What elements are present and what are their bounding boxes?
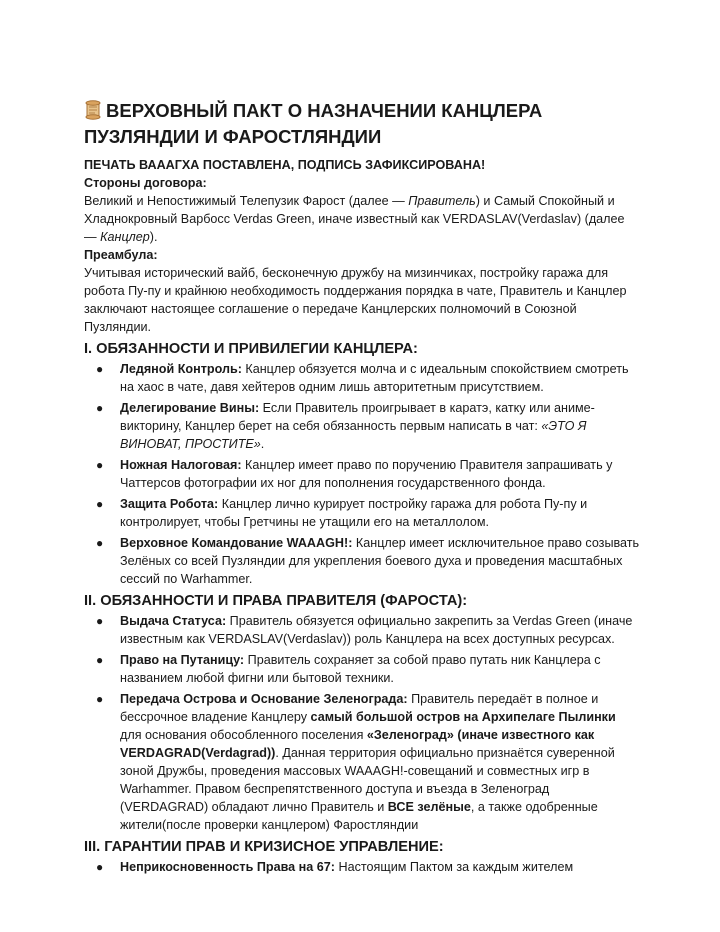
seal-line: ПЕЧАТЬ ВАААГХА ПОСТАВЛЕНА, ПОДПИСЬ ЗАФИКСИРОВАНА! <box>84 158 486 172</box>
section-2-heading: II. ОБЯЗАННОСТИ И ПРАВА ПРАВИТЕЛЯ (ФАРОСТА): <box>84 593 468 609</box>
section-2-list <box>84 612 640 834</box>
list-item: ● Выдача Статуса: Правитель обязуется официально закрепить за Verdas Green (иначе известным как VERDASLAV(Verdaslav)) роль Канцлера на всех доступных ресурсах. <box>96 614 633 646</box>
section-1-heading: I. ОБЯЗАННОСТИ И ПРИВИЛЕГИИ КАНЦЛЕРА: <box>84 341 418 357</box>
list-item: ● Ножная Налоговая: Канцлер имеет право по поручению Правителя запрашивать у Чаттерсов фотографии их ног для пополнения государственного фонда. <box>96 458 613 490</box>
preamble-text: Учитывая исторический вайб, бесконечную дружбу на мизинчиках, постройку гаража для робота Пу-пу и крайнюю необходимость поддержания порядка в чате, Правитель и Канцлер заключают настоящее соглашение о передаче Канцлерских полномочий в Союзной Пузляндии. <box>84 266 627 334</box>
preamble-heading: Преамбула: <box>84 248 158 262</box>
list-item: ● Ледяной Контроль: Канцлер обязуется молча и с идеальным спокойствием смотреть на хаос в чате, давя хейтеров одним лишь авторитетным присутствием. <box>96 362 629 394</box>
list-item: ● Право на Путаницу: Правитель сохраняет за собой право путать ник Канцлера с названием любой фигни или бытовой техники. <box>96 653 601 685</box>
section-1-list <box>84 360 640 588</box>
list-item: ● Защита Робота: Канцлер лично курирует постройку гаража для робота Пу-пу и контролирует, чтобы Гретчины не утащили его на металлолом. <box>96 497 588 529</box>
list-item: ● Делегирование Вины: Если Правитель проигрывает в каратэ, катку или аниме-викторину, Канцлер берет на себя обязанность первым написать в чат: «ЭТО Я ВИНОВАТ, ПРОСТИТЕ». <box>96 401 595 451</box>
section-3-list <box>84 858 640 876</box>
list-item: ● Передача Острова и Основание Зеленограда: Правитель передаёт в полное и бессрочное владение Канцлеру самый большой остров на Архипелаге Пылинки для основания обособленного поселения «Зеленоград» (иначе известного как VERDAGRAD(Verdagrad)). Данная территория официально признаётся суверенной зоной Дружбы, проведения массовых WAAAGH!-совещаний и совместных игр в Warhammer. Правом беспрепятственного доступа и въезда в Зеленоград (VERDAGRAD) обладают лично Правитель и ВСЕ зелёные, а также одобренные жители(после проверки канцлером) Фаростляндии <box>96 692 616 832</box>
section-3-heading: III. ГАРАНТИИ ПРАВ И КРИЗИСНОЕ УПРАВЛЕНИЕ: <box>84 839 444 855</box>
list-item: ● Верховное Командование WAAAGH!: Канцлер имеет исключительное право созывать Зелёных со всей Пузляндии для укрепления боевого духа и проведения масштабных сессий по Warhammer. <box>96 536 640 586</box>
list-item: ● Неприкосновенность Права на 67: Настоящим Пактом за каждым жителем <box>96 860 574 874</box>
document-title <box>84 98 640 150</box>
parties-heading: Стороны договора: <box>84 176 207 190</box>
scroll-icon <box>84 100 102 120</box>
title-text: ВЕРХОВНЫЙ ПАКТ О НАЗНАЧЕНИИ КАНЦЛЕРА ПУЗЛЯНДИИ И ФАРОСТЛЯНДИИ <box>84 100 543 147</box>
parties-text: Великий и Непостижимый Телепузик Фарост (далее — Правитель) и Самый Спокойный и Хладнокровный Варбосс Verdas Green, иначе известный как VERDASLAV(Verdaslav) (далее — Канцлер). <box>84 194 625 244</box>
